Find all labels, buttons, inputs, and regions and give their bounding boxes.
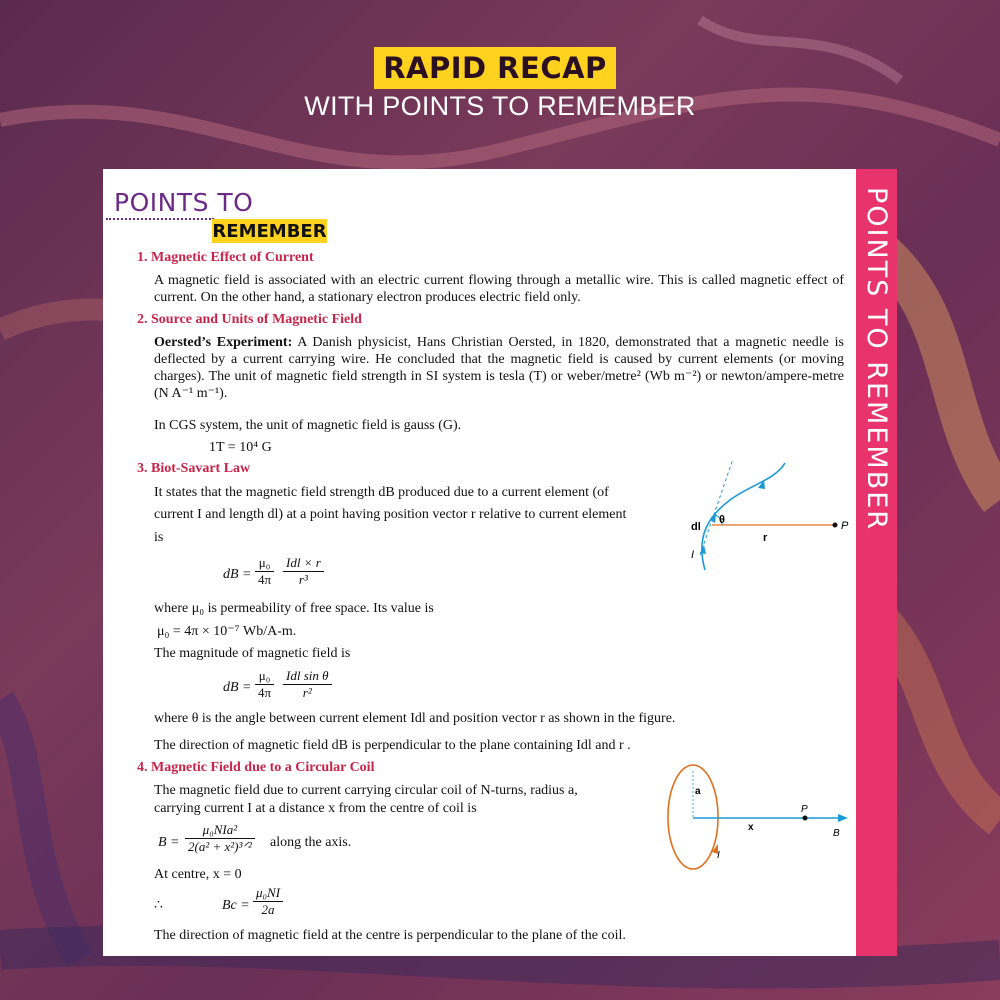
numerator: Idl × r <box>283 555 324 572</box>
denominator: r³ <box>298 572 308 587</box>
denominator: 4π <box>258 685 272 700</box>
p-label: P <box>801 804 808 815</box>
denominator: 4π <box>258 572 272 587</box>
biot-line: is <box>154 530 164 545</box>
oersted-text: A Danish physicist, Hans Christian Oersted, in 1820, demonstrated that a magnetic needle is deflected by a current carrying wire. He concluded that the magnetic field is caused by current elements (or moving charges). The unit of magnetic field strength in SI system is tesla (T) or weber/metre² (Wb m⁻²) or newton/ampere-metre (N A⁻¹ m⁻¹). <box>154 335 844 401</box>
p-label: P <box>841 520 849 532</box>
fraction-coil <box>185 822 255 855</box>
biot-savart-figure <box>685 455 855 580</box>
section-text <box>154 334 844 402</box>
denominator: 2(a² + x²)³ᐟ² <box>188 839 252 854</box>
final-line: The direction of magnetic field at the centre is perpendicular to the plane of the coil. <box>154 928 626 943</box>
i-label: I <box>691 549 695 561</box>
coil-line: carrying current I at a distance x from the centre of coil is <box>154 801 477 816</box>
rapid-recap-badge: RAPID RECAP <box>374 47 616 89</box>
fraction-vector <box>283 555 324 588</box>
circular-coil-figure <box>660 760 855 875</box>
magnitude-line: The magnitude of magnetic field is <box>154 646 351 661</box>
x-label: x <box>748 822 754 833</box>
theta-line: where θ is the angle between current element Idl and position vector r as shown in the figure. <box>154 711 676 726</box>
fraction-magnitude <box>283 668 332 701</box>
mu-value: μ₀ = 4π × 10⁻⁷ Wb/A-m. <box>157 624 297 639</box>
numerator: Idl sin θ <box>283 668 332 685</box>
denominator: 2a <box>261 902 275 917</box>
section-text: A magnetic field is associated with an electric current flowing through a metallic wire. This is called magnetic effect of current. On the other hand, a stationary electron produces electric field only. <box>154 273 844 305</box>
coil-line: The magnetic field due to current carrying circular coil of N-turns, radius a, <box>154 783 578 798</box>
section-heading: 1. Magnetic Effect of Current <box>137 250 314 265</box>
numerator: μ₀ <box>255 668 274 685</box>
denominator: r² <box>302 685 312 700</box>
oersted-lead: Oersted’s Experiment: <box>154 335 293 350</box>
fraction-centre <box>253 885 283 918</box>
a-label: a <box>695 786 701 797</box>
equation-lhs: dB = <box>223 680 252 695</box>
header-subtitle: WITH POINTS TO REMEMBER <box>304 91 696 121</box>
mu-line: where μ₀ is permeability of free space. Its value is <box>154 601 434 616</box>
cgs-line: In CGS system, the unit of magnetic field is gauss (G). <box>154 418 462 433</box>
equation-lhs: Bc = <box>222 898 250 913</box>
biot-line: current I and length dl) at a point having position vector r relative to current element <box>154 507 627 522</box>
side-tab <box>856 169 897 956</box>
therefore-symbol: ∴ <box>154 898 163 913</box>
title-divider <box>106 218 214 220</box>
tesla-gauss-equation: 1T = 10⁴ G <box>209 440 272 455</box>
numerator: μ₀NI <box>253 885 283 902</box>
fraction-constant <box>255 668 274 701</box>
numerator: μ₀ <box>255 555 274 572</box>
page-title: POINTS TO <box>114 188 254 217</box>
direction-line: The direction of magnetic field dB is perpendicular to the plane containing Idl and r . <box>154 738 631 753</box>
biot-line: It states that the magnetic field strength dB produced due to a current element (of <box>154 485 609 500</box>
page-title-badge: REMEMBER <box>212 220 327 242</box>
equation-tail: along the axis. <box>270 835 352 850</box>
section-heading: 4. Magnetic Field due to a Circular Coil <box>137 760 375 775</box>
i-label: I <box>717 850 720 861</box>
section-heading: 2. Source and Units of Magnetic Field <box>137 312 362 327</box>
b-label: B <box>833 828 840 839</box>
theta-label: θ <box>719 514 725 526</box>
section-heading: 3. Biot-Savart Law <box>137 461 251 476</box>
dl-label: dl <box>691 521 701 533</box>
numerator: μ₀NIa² <box>185 822 255 839</box>
centre-line: At centre, x = 0 <box>154 867 242 882</box>
equation-lhs: B = <box>158 835 180 850</box>
equation-lhs: dB = <box>223 567 252 582</box>
side-tab-label: POINTS TO REMEMBER <box>861 187 892 532</box>
r-label: r <box>763 532 768 544</box>
fraction-constant <box>255 555 274 588</box>
